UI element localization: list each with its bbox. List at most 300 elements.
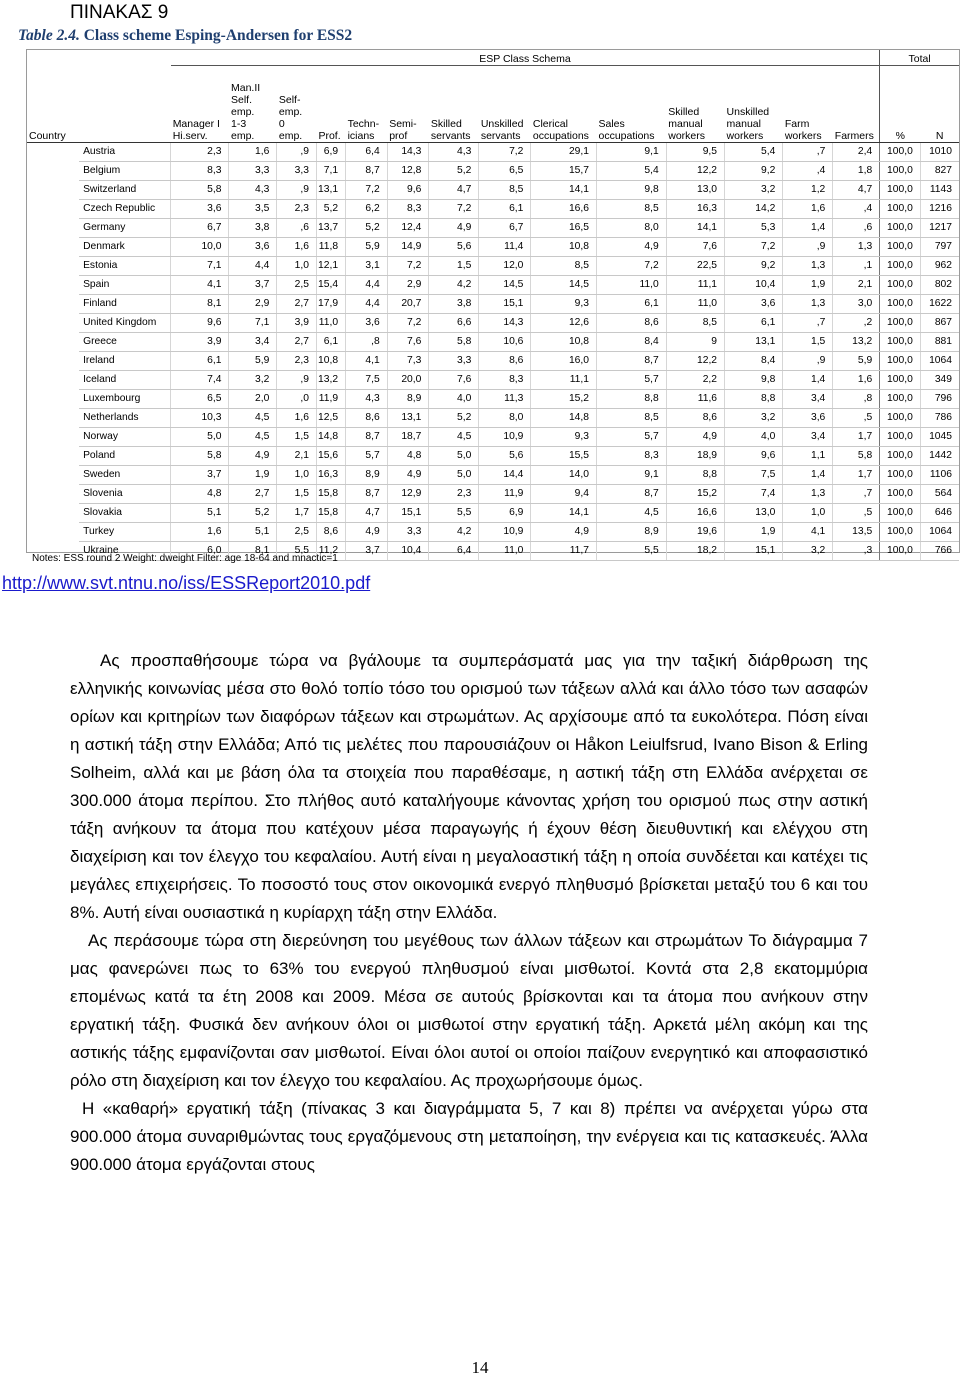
value-cell: 100,0 (880, 485, 921, 504)
value-cell: 1,3 (783, 257, 833, 276)
value-cell: 12,2 (666, 352, 724, 371)
column-header (429, 66, 479, 143)
value-cell: 11,9 (316, 390, 345, 409)
value-cell: 11,0 (666, 295, 724, 314)
row-stub (27, 162, 79, 181)
value-cell: 5,8 (833, 447, 880, 466)
header-country-spacer (79, 66, 171, 143)
body-text (70, 647, 868, 1179)
column-header (783, 66, 833, 143)
row-stub (27, 523, 79, 542)
value-cell: 6,1 (316, 333, 345, 352)
value-cell: 7,1 (229, 314, 277, 333)
value-cell: 13,5 (833, 523, 880, 542)
value-cell: 11,1 (531, 371, 597, 390)
value-cell: 12,4 (387, 219, 429, 238)
value-cell: 18,7 (387, 428, 429, 447)
value-cell: 8,3 (171, 162, 229, 181)
value-cell: 16,5 (531, 219, 597, 238)
column-header-line: workers (668, 130, 705, 142)
value-cell: 20,0 (387, 371, 429, 390)
value-cell: 4,0 (725, 428, 783, 447)
row-stub (27, 333, 79, 352)
column-header (479, 66, 531, 143)
value-cell: 8,3 (387, 200, 429, 219)
country-cell: Ukraine (79, 542, 171, 561)
value-cell: 10,8 (531, 333, 597, 352)
value-cell: 10,9 (479, 428, 531, 447)
row-stub (27, 504, 79, 523)
value-cell: 5,2 (429, 162, 479, 181)
country-cell: Netherlands (79, 409, 171, 428)
value-cell: 100,0 (880, 523, 921, 542)
value-cell: 100,0 (880, 143, 921, 162)
value-cell: 3,6 (725, 295, 783, 314)
value-cell: 5,0 (429, 466, 479, 485)
value-cell: 4,5 (229, 428, 277, 447)
value-cell: 4,5 (596, 504, 666, 523)
value-cell: ,9 (277, 143, 317, 162)
value-cell: ,7 (833, 485, 880, 504)
value-cell: 1,6 (277, 238, 317, 257)
value-cell: 10,3 (171, 409, 229, 428)
column-header-line: Techn- (347, 118, 380, 130)
value-cell: 9,3 (531, 295, 597, 314)
value-cell: 7,3 (387, 352, 429, 371)
table-row (27, 352, 959, 371)
value-cell: 5,7 (596, 428, 666, 447)
value-cell: 3,2 (783, 542, 833, 561)
value-cell: 100,0 (880, 409, 921, 428)
paragraph: Η «καθαρή» εργατική τάξη (πίνακας 3 και διαγράμματα 5, 7 και 8) πρέπει να ανέρχεται γύρω στα 900.000 άτομα συναριθμώντας τους εργαζόμενους στη μεταποίηση, την ενέργεια και τις κατασκευές. Άλλα 900.000 άτομα εργάζονται στους (70, 1099, 868, 1174)
value-cell: 10,8 (316, 352, 345, 371)
column-header (387, 66, 429, 143)
value-cell: 1,3 (783, 295, 833, 314)
value-cell: 9,8 (596, 181, 666, 200)
value-cell: 6,9 (316, 143, 345, 162)
column-header (833, 66, 880, 143)
value-cell: 827 (920, 162, 959, 181)
column-header-line: prof (389, 130, 408, 142)
value-cell: 9 (666, 333, 724, 352)
value-cell: 9,2 (725, 257, 783, 276)
value-cell: 1,3 (833, 238, 880, 257)
value-cell: 2,3 (277, 200, 317, 219)
table-row (27, 257, 959, 276)
value-cell: 9,6 (387, 181, 429, 200)
value-cell: 13,1 (316, 181, 345, 200)
table-caption (18, 27, 352, 45)
column-header-line: workers (784, 130, 822, 142)
value-cell: 12,1 (316, 257, 345, 276)
value-cell: 19,6 (666, 523, 724, 542)
value-cell: 16,3 (316, 466, 345, 485)
paragraph: Ας περάσουμε τώρα στη διερεύνηση του μεγέθους των άλλων τάξεων και στρωμάτων Το διάγραμμα 7 μας φανερώνει πως το 63% του ενεργού πληθυσμού είναι μισθωτοί. Κοντά στα 2,8 εκατομμύρια επομένως κατά τα έτη 2008 και 2009. Μέσα σε αυτούς βρίσκονται και τα άτομα που ανήκουν στην εργατική τάξη. Φυσικά δεν ανήκουν όλοι οι μισθωτοί στην εργατική τάξη. Αρκετά μέλη ακόμη και της αστικής τάξης εμφανίζονται σαν μισθωτοί. Είναι όλοι αυτοί οι οποίοι παίζουν ενεργητικό και αποφασιστικό ρόλο στη διαχείριση και τον έλεγχο του κεφαλαίου. Ας προχωρήσουμε όμως. (70, 931, 868, 1090)
value-cell: 3,5 (229, 200, 277, 219)
column-header-line: % (895, 130, 905, 142)
table-row (27, 181, 959, 200)
source-link[interactable]: http://www.svt.ntnu.no/iss/ESSReport2010.pdf (2, 573, 371, 593)
value-cell: 100,0 (880, 162, 921, 181)
value-cell: 6,1 (725, 314, 783, 333)
value-cell: 15,1 (725, 542, 783, 561)
value-cell: 7,5 (725, 466, 783, 485)
value-cell: 12,0 (479, 257, 531, 276)
value-cell: 8,9 (596, 523, 666, 542)
value-cell: 8,5 (479, 181, 531, 200)
value-cell: 8,6 (596, 314, 666, 333)
value-cell: 962 (920, 257, 959, 276)
value-cell: 15,1 (479, 295, 531, 314)
value-cell: 100,0 (880, 257, 921, 276)
column-header-line: manual (726, 118, 761, 130)
value-cell: 8,1 (229, 542, 277, 561)
value-cell: 2,4 (833, 143, 880, 162)
row-stub (27, 371, 79, 390)
value-cell: ,8 (833, 390, 880, 409)
value-cell: 14,0 (531, 466, 597, 485)
value-cell: 5,4 (725, 143, 783, 162)
value-cell: 100,0 (880, 333, 921, 352)
value-cell: 100,0 (880, 276, 921, 295)
value-cell: 867 (920, 314, 959, 333)
value-cell: 8,6 (346, 409, 388, 428)
value-cell: 6,5 (171, 390, 229, 409)
value-cell: 8,0 (596, 219, 666, 238)
value-cell: 802 (920, 276, 959, 295)
value-cell: 4,4 (346, 276, 388, 295)
table-row (27, 371, 959, 390)
value-cell: 11,0 (479, 542, 531, 561)
value-cell: 6,0 (171, 542, 229, 561)
value-cell: 6,1 (479, 200, 531, 219)
value-cell: 1216 (920, 200, 959, 219)
value-cell: 1,4 (783, 466, 833, 485)
value-cell: 5,2 (316, 200, 345, 219)
table-row (27, 333, 959, 352)
value-cell: 7,4 (171, 371, 229, 390)
value-cell: 7,2 (346, 181, 388, 200)
column-header (171, 66, 229, 143)
value-cell: 100,0 (880, 181, 921, 200)
value-cell: 3,7 (346, 542, 388, 561)
value-cell: 1,7 (277, 504, 317, 523)
paragraph: Ας προσπαθήσουμε τώρα να βγάλουμε τα συμπεράσματά μας για την ταξική διάρθρωση της ελληνικής κοινωνίας μέσα στο θολό τοπίο τόσο του ορισμού των τάξεων αλλά και άλλο τόσο των ασαφών ορίων και κριτηρίων των διαφόρων τάξεων και στρωμάτων. Ας αρχίσουμε από τα ευκολότερα. Πόση είναι η αστική τάξη στην Ελλάδα; Από τις μελέτες που παρουσιάζουν οι Håkon Leiulfsrud, Ivano Bison & Erling Solheim, αλλά και με βάση όλα τα στοιχεία που παραθέσαμε, η αστική τάξη στη Ελλάδα ανέρχεται σε 300.000 άτομα περίπου. Στο πλήθος αυτό καταλήγουμε κάνοντας χρήση του ορισμού πως στην αστική τάξη ανήκουν τα άτομα που κατέχουν μέσα παραγωγής ή έχουν θέση διευθυντική και ελέγχου στη διαχείριση και τον έλεγχο του κεφαλαίου. Αυτή είναι η μεγαλοαστική τάξη η οποία συνδέεται και κατέχει τις μεγάλες επιχειρήσεις. Το ποσοστό τους στον οικονομικά ενεργό πληθυσμό βρίσκεται μεταξύ του 6 και του 8%. Αυτή είναι ουσιαστικά η κυρίαρχη τάξη στην Ελλάδα. (70, 651, 868, 922)
value-cell: 13,0 (666, 181, 724, 200)
value-cell: 4,0 (429, 390, 479, 409)
table-row (27, 219, 959, 238)
value-cell: 5,7 (596, 371, 666, 390)
value-cell: 9,8 (725, 371, 783, 390)
value-cell: 2,2 (666, 371, 724, 390)
column-header (531, 66, 597, 143)
value-cell: 1010 (920, 143, 959, 162)
column-header-line: emp. (278, 130, 303, 142)
value-cell: ,9 (277, 181, 317, 200)
value-cell: 18,9 (666, 447, 724, 466)
value-cell: 6,7 (479, 219, 531, 238)
value-cell: 8,8 (596, 390, 666, 409)
value-cell: 6,7 (171, 219, 229, 238)
country-cell: Greece (79, 333, 171, 352)
column-header-line: Farm (784, 118, 810, 130)
value-cell: 11,7 (531, 542, 597, 561)
value-cell: 16,6 (666, 504, 724, 523)
value-cell: 6,1 (596, 295, 666, 314)
country-cell: Austria (79, 143, 171, 162)
value-cell: 14,8 (316, 428, 345, 447)
column-header (920, 66, 959, 143)
value-cell: 7,2 (387, 314, 429, 333)
value-cell: 22,5 (666, 257, 724, 276)
value-cell: 5,9 (833, 352, 880, 371)
value-cell: 4,2 (429, 523, 479, 542)
column-header-line: Man.II (230, 82, 261, 94)
value-cell: 100,0 (880, 352, 921, 371)
value-cell: 3,3 (229, 162, 277, 181)
value-cell: 5,9 (229, 352, 277, 371)
country-cell: Slovakia (79, 504, 171, 523)
value-cell: ,5 (833, 409, 880, 428)
row-stub (27, 390, 79, 409)
value-cell: 9,2 (725, 162, 783, 181)
value-cell: 1,8 (833, 162, 880, 181)
column-header-line: emp. (278, 106, 303, 118)
value-cell: 7,5 (346, 371, 388, 390)
column-header-line: servants (480, 130, 521, 142)
value-cell: 4,7 (429, 181, 479, 200)
column-header-line: Unskilled (480, 118, 524, 130)
row-stub (27, 352, 79, 371)
value-cell: 1045 (920, 428, 959, 447)
value-cell: ,9 (783, 238, 833, 257)
value-cell: 6,4 (429, 542, 479, 561)
value-cell: 4,4 (229, 257, 277, 276)
table-row (27, 485, 959, 504)
value-cell: 1064 (920, 352, 959, 371)
value-cell: 7,2 (387, 257, 429, 276)
country-cell: Estonia (79, 257, 171, 276)
country-cell: United Kingdom (79, 314, 171, 333)
value-cell: 8,9 (346, 466, 388, 485)
value-cell: 1,7 (833, 466, 880, 485)
column-header (229, 66, 277, 143)
value-cell: 11,2 (316, 542, 345, 561)
table-group-header-row (27, 50, 959, 66)
value-cell: 3,4 (783, 428, 833, 447)
value-cell: 2,7 (277, 333, 317, 352)
value-cell: 5,5 (596, 542, 666, 561)
value-cell: 3,6 (346, 314, 388, 333)
value-cell: 4,9 (387, 466, 429, 485)
country-cell: Germany (79, 219, 171, 238)
value-cell: 5,0 (171, 428, 229, 447)
value-cell: 646 (920, 504, 959, 523)
column-header-line: Sales (598, 118, 625, 130)
value-cell: 4,9 (346, 523, 388, 542)
value-cell: 4,8 (387, 447, 429, 466)
table-frame (26, 49, 960, 556)
value-cell: 10,0 (171, 238, 229, 257)
value-cell: 4,9 (229, 447, 277, 466)
value-cell: 6,9 (479, 504, 531, 523)
value-cell: 1,4 (783, 371, 833, 390)
value-cell: 13,2 (316, 371, 345, 390)
value-cell: 349 (920, 371, 959, 390)
column-header-line: 1-3 (230, 118, 247, 130)
row-stub (27, 295, 79, 314)
value-cell: 14,8 (531, 409, 597, 428)
value-cell: 4,9 (596, 238, 666, 257)
value-cell: ,1 (833, 257, 880, 276)
row-stub (27, 314, 79, 333)
row-stub (27, 219, 79, 238)
country-cell: Sweden (79, 466, 171, 485)
value-cell: 8,6 (479, 352, 531, 371)
value-cell: 3,3 (277, 162, 317, 181)
value-cell: 11,3 (479, 390, 531, 409)
value-cell: 15,2 (666, 485, 724, 504)
value-cell: 5,5 (429, 504, 479, 523)
column-header-line: Skilled (430, 118, 462, 130)
value-cell: 5,6 (429, 238, 479, 257)
value-cell: 6,5 (479, 162, 531, 181)
value-cell: 7,2 (596, 257, 666, 276)
table-row (27, 143, 959, 162)
value-cell: 1,9 (725, 523, 783, 542)
value-cell: 4,9 (429, 219, 479, 238)
value-cell: 1,5 (783, 333, 833, 352)
column-header-line: 0 (278, 118, 285, 130)
value-cell: 9,4 (531, 485, 597, 504)
page-number: 14 (471, 1358, 489, 1377)
table-row (27, 200, 959, 219)
row-stub (27, 485, 79, 504)
value-cell: 20,7 (387, 295, 429, 314)
table-row (27, 504, 959, 523)
value-cell: 3,2 (725, 181, 783, 200)
table-row (27, 162, 959, 181)
value-cell: 2,3 (277, 352, 317, 371)
column-header (346, 66, 388, 143)
column-header-line: occupations (532, 130, 589, 142)
row-stub (27, 428, 79, 447)
value-cell: 15,8 (316, 504, 345, 523)
value-cell: 15,6 (316, 447, 345, 466)
value-cell: 8,7 (346, 162, 388, 181)
value-cell: 8,0 (479, 409, 531, 428)
value-cell: 7,6 (666, 238, 724, 257)
value-cell: 16,6 (531, 200, 597, 219)
value-cell: 4,1 (346, 352, 388, 371)
value-cell: ,4 (833, 200, 880, 219)
value-cell: 8,5 (596, 409, 666, 428)
country-cell: Finland (79, 295, 171, 314)
country-cell: Slovenia (79, 485, 171, 504)
value-cell: 100,0 (880, 295, 921, 314)
column-header-line: servants (430, 130, 471, 142)
column-header-line: Skilled (668, 106, 700, 118)
value-cell: 10,6 (479, 333, 531, 352)
page-heading: ΠΙΝΑΚΑΣ 9 (70, 2, 169, 23)
value-cell: 8,7 (346, 485, 388, 504)
country-cell: Switzerland (79, 181, 171, 200)
value-cell: 881 (920, 333, 959, 352)
value-cell: 14,5 (479, 276, 531, 295)
table-row (27, 276, 959, 295)
value-cell: 2,0 (229, 390, 277, 409)
value-cell: 2,5 (277, 523, 317, 542)
value-cell: ,8 (346, 333, 388, 352)
value-cell: 4,1 (171, 276, 229, 295)
column-header-line: manual (668, 118, 703, 130)
column-header (596, 66, 666, 143)
value-cell: 8,5 (531, 257, 597, 276)
value-cell: 2,9 (387, 276, 429, 295)
column-header-line: Semi- (389, 118, 417, 130)
table-row (27, 314, 959, 333)
value-cell: 4,5 (429, 428, 479, 447)
value-cell: 100,0 (880, 314, 921, 333)
country-cell: Ireland (79, 352, 171, 371)
value-cell: 12,9 (387, 485, 429, 504)
value-cell: 7,1 (171, 257, 229, 276)
value-cell: 1,5 (277, 485, 317, 504)
value-cell: 5,2 (346, 219, 388, 238)
value-cell: 4,5 (229, 409, 277, 428)
value-cell: 4,7 (346, 504, 388, 523)
table-row (27, 447, 959, 466)
value-cell: 2,3 (429, 485, 479, 504)
value-cell: 3,4 (229, 333, 277, 352)
value-cell: 1064 (920, 523, 959, 542)
value-cell: 14,4 (479, 466, 531, 485)
value-cell: 1,5 (277, 428, 317, 447)
class-scheme-table (27, 50, 959, 561)
value-cell: 1143 (920, 181, 959, 200)
value-cell: 3,6 (229, 238, 277, 257)
value-cell: ,2 (833, 314, 880, 333)
esp-class-schema-header: ESP Class Schema (171, 50, 880, 66)
value-cell: 15,2 (531, 390, 597, 409)
value-cell: 2,5 (277, 276, 317, 295)
value-cell: 1,6 (171, 523, 229, 542)
value-cell: 5,2 (429, 409, 479, 428)
column-header-line: occupations (598, 130, 655, 142)
value-cell: 1,7 (833, 428, 880, 447)
value-cell: ,6 (277, 219, 317, 238)
value-cell: 11,0 (316, 314, 345, 333)
value-cell: 1,0 (783, 504, 833, 523)
value-cell: 100,0 (880, 542, 921, 561)
value-cell: 8,5 (666, 314, 724, 333)
value-cell: 1,6 (833, 371, 880, 390)
value-cell: 3,7 (171, 466, 229, 485)
value-cell: 11,8 (316, 238, 345, 257)
value-cell: 9,1 (596, 143, 666, 162)
value-cell: 6,4 (346, 143, 388, 162)
value-cell: 100,0 (880, 238, 921, 257)
column-header-line: Unskilled (726, 106, 770, 118)
row-stub (27, 257, 79, 276)
value-cell: 3,0 (833, 295, 880, 314)
value-cell: ,9 (783, 352, 833, 371)
value-cell: 1,4 (783, 219, 833, 238)
table-row (27, 390, 959, 409)
value-cell: 9,6 (725, 447, 783, 466)
value-cell: 3,2 (725, 409, 783, 428)
column-header (880, 66, 921, 143)
